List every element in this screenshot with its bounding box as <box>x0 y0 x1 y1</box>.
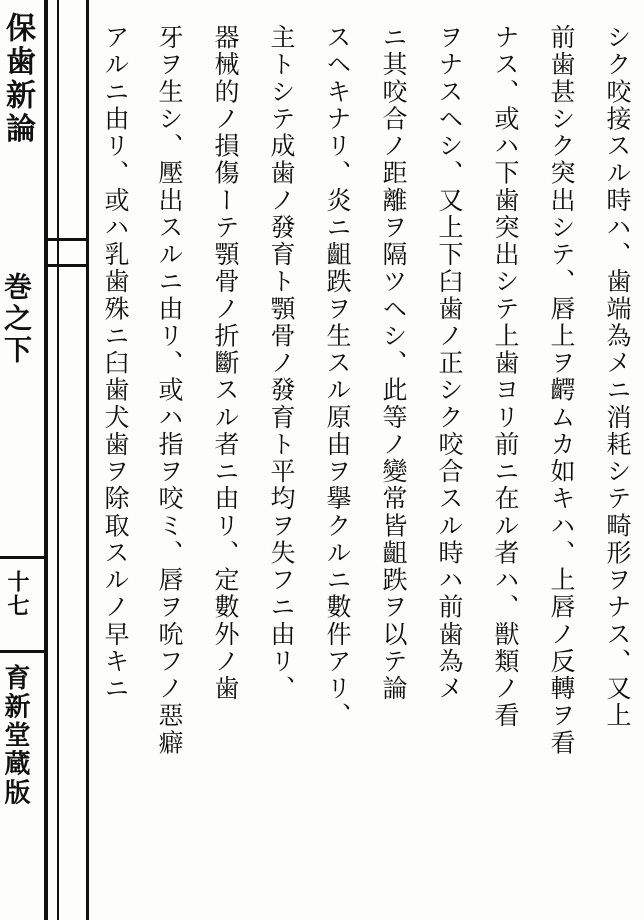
text-column-10: アルニ由リ、或ハ乳歯殊ニ臼歯犬歯ヲ除取スルノ早キニ <box>101 24 130 703</box>
margin-divider-bottom <box>0 650 45 653</box>
margin-divider-third <box>0 556 45 559</box>
text-column-3: ナス、或ハ下歯突出シテ上歯ヨリ前ニ在ル者ハ、獣類ノ看 <box>491 24 520 730</box>
text-column-4: ヲナスヘシ、又上下臼歯ノ正シク咬合スル時ハ前歯為メ <box>435 24 464 703</box>
page-number: 十七 <box>4 570 30 619</box>
publisher-imprint: 育新堂蔵版 <box>0 664 30 807</box>
running-head: 保歯新論 <box>0 12 35 147</box>
margin-divider-top <box>44 238 89 241</box>
text-column-8: 器械的ノ損傷ーテ顎骨ノ折斷スル者ニ由リ、定數外ノ歯 <box>211 24 240 703</box>
text-column-7: 主トシテ成歯ノ發育ト顎骨ノ發育ト平均ヲ失フニ由リ、 <box>267 24 296 703</box>
text-block-border <box>86 0 89 920</box>
gutter-rule-thin <box>57 0 59 920</box>
gutter-rule-thick <box>44 0 48 920</box>
text-column-5: ニ其咬合ノ距離ヲ隔ツヘシ、此等ノ變常皆齟跌ヲ以テ論 <box>379 24 408 703</box>
volume-label: 巻之下 <box>0 272 33 367</box>
margin-divider-second <box>44 264 89 267</box>
text-column-2: 前歯甚シク突出シテ、唇上ヲ齶ムカ如キハ、上唇ノ反轉ヲ看 <box>547 24 576 757</box>
text-column-6: スヘキナリ、炎ニ齟跌ヲ生スル原由ヲ擧クルニ數件アリ、 <box>323 24 352 730</box>
text-column-1: シク咬接スル時ハ、歯端為メニ消耗シテ畸形ヲナス、又上 <box>603 24 632 730</box>
text-column-9: 牙ヲ生シ、壓出スルニ由リ、或ハ指ヲ咬ミ、唇ヲ吮フノ惡癖 <box>155 24 184 757</box>
